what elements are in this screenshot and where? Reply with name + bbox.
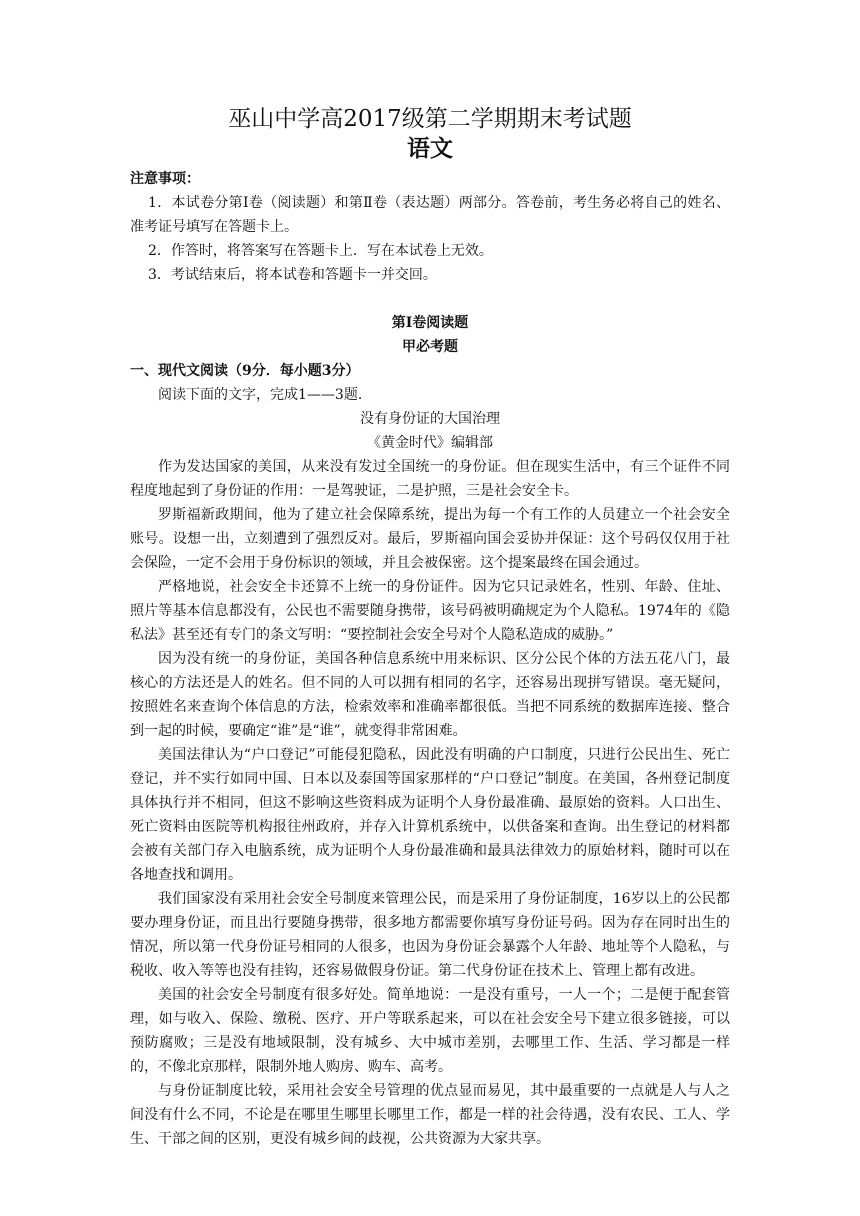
notice-item-1: 1．本试卷分第Ⅰ卷（阅读题）和第Ⅱ卷（表达题）两部分。答卷前，考生务必将自己的姓名、准考证号填写在答题卡上。 bbox=[130, 195, 730, 235]
spacer bbox=[130, 287, 730, 311]
article-paragraph: 罗斯福新政期间，他为了建立社会保障系统，提出为每一个有工作的人员建立一个社会安全账号。设想一出，立刻遭到了强烈反对。最后，罗斯福向国会妥协并保证：这个号码仅仅用于社会保险，一定不会用于身份标识的领域，并且会被保密。这个提案最终在国会通过。 bbox=[130, 507, 730, 571]
section-title: 第Ⅰ卷阅读题 bbox=[391, 315, 469, 331]
section-subtitle: 甲必考题 bbox=[402, 339, 458, 355]
subject-title: 语文 bbox=[407, 135, 453, 162]
article-author: 《黄金时代》编辑部 bbox=[367, 435, 493, 451]
notice-item-2: 2．作答时，将答案写在答题卡上．写在本试卷上无效。 bbox=[148, 243, 493, 259]
article-paragraph: 美国法律认为“户口登记”可能侵犯隐私，因此没有明确的户口制度，只进行公民出生、死亡登记，并不实行如同中国、日本以及泰国等国家那样的“户口登记”制度。在美国，各州登记制度具体执行并不相同，但这不影响这些资料成为证明个人身份最准确、最原始的资料。人口出生、死亡资料由医院等机构报往州政府，并存入计算机系统中，以供备案和查询。出生登记的材料都会被有关部门存入电脑系统，成为证明个人身份最准确和最具法律效力的原始材料，随时可以在各地查找和调用。 bbox=[130, 747, 730, 883]
question-heading: 一、现代文阅读（9分．每小题3分） bbox=[130, 363, 360, 379]
article-paragraph: 严格地说，社会安全卡还算不上统一的身份证件。因为它只记录姓名，性别、年龄、住址、照片等基本信息都没有，公民也不需要随身携带，该号码被明确规定为个人隐私。1974年的《隐私法》甚至还有专门的条文写明：“要控制社会安全号对个人隐私造成的威胁。” bbox=[130, 579, 730, 643]
article-paragraph: 因为没有统一的身份证，美国各种信息系统中用来标识、区分公民个体的方法五花八门，最核心的方法还是人的姓名。但不同的人可以拥有相同的名字，还容易出现拼写错误。毫无疑问，按照姓名来查询个体信息的方法，检索效率和准确率都很低。当把不同系统的数据库连接、整合到一起的时候，要确定“谁”是“谁”，就变得非常困难。 bbox=[130, 651, 730, 739]
article-title: 没有身份证的大国治理 bbox=[360, 411, 500, 427]
notice-heading: 注意事项： bbox=[130, 171, 200, 187]
article-paragraph: 与身份证制度比较，采用社会安全号管理的优点显而易见，其中最重要的一点就是人与人之间没有什么不同，不论是在哪里生哪里长哪里工作，都是一样的社会待遇，没有农民、工人、学生、干部之间的区别，更没有城乡间的歧视，公共资源为大家共享。 bbox=[130, 1083, 730, 1147]
article-paragraph: 我们国家没有采用社会安全号制度来管理公民，而是采用了身份证制度，16岁以上的公民都要办理身份证，而且出行要随身携带，很多地方都需要你填写身份证号码。因为存在同时出生的情况，所以第一代身份证号相同的人很多，也因为身份证会暴露个人年龄、地址等个人隐私，与税收、收入等等也没有挂钩，还容易做假身份证。第二代身份证在技术上、管理上都有改进。 bbox=[130, 891, 730, 979]
exam-title: 巫山中学高2017级第二学期期末考试题 bbox=[228, 106, 632, 132]
article-paragraph: 美国的社会安全号制度有很多好处。简单地说：一是没有重号，一人一个；二是便于配套管理，如与收入、保险、缴税、医疗、开户等联系起来，可以在社会安全号下建立很多链接，可以预防腐败；三是没有地域限制，没有城乡、大中城市差别，去哪里工作、生活、学习都是一样的，不像北京那样，限制外地人购房、购车、高考。 bbox=[130, 987, 730, 1075]
article-paragraph: 作为发达国家的美国，从来没有发过全国统一的身份证。但在现实生活中，有三个证件不同程度地起到了身份证的作用：一是驾驶证，二是护照，三是社会安全卡。 bbox=[130, 459, 730, 499]
exam-page bbox=[130, 104, 730, 1151]
notice-item-3: 3．考试结束后，将本试卷和答题卡一并交回。 bbox=[148, 267, 437, 283]
question-instruction: 阅读下面的文字，完成1——3题． bbox=[158, 387, 372, 403]
